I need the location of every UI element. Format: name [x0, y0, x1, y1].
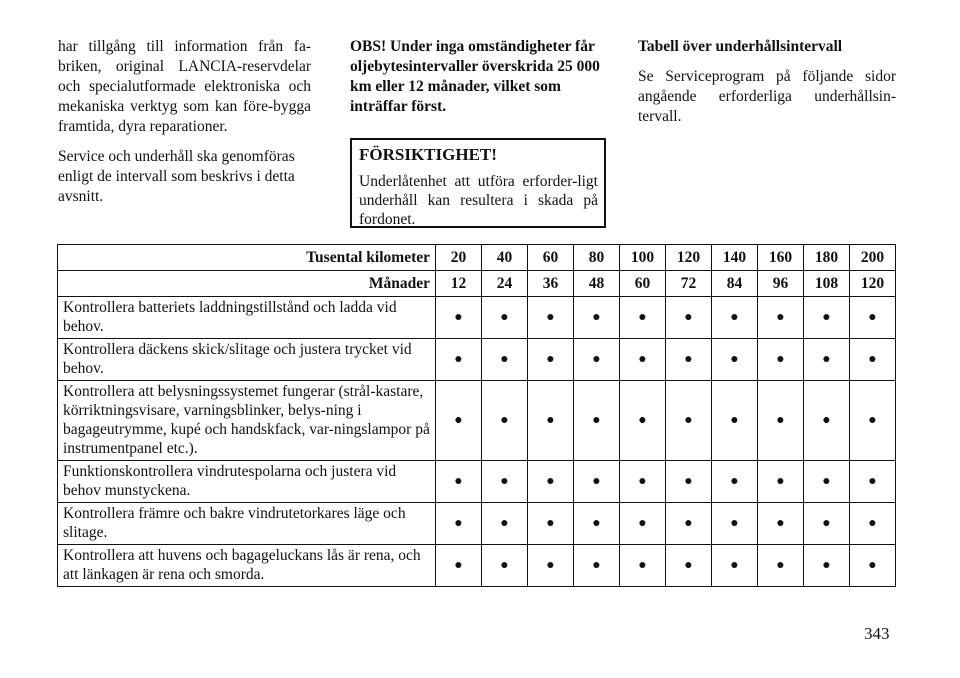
interval-dot: ●: [758, 503, 804, 545]
months-label: Månader: [58, 271, 436, 297]
interval-dot: ●: [850, 381, 896, 461]
interval-dot: ●: [804, 381, 850, 461]
interval-dot: ●: [804, 339, 850, 381]
kilometer-value: 140: [712, 245, 758, 271]
months-value: 120: [850, 271, 896, 297]
interval-dot: ●: [528, 297, 574, 339]
task-description: Kontrollera batteriets laddningstillstånd och ladda vid behov.: [58, 297, 436, 339]
interval-dot: ●: [436, 339, 482, 381]
months-value: 36: [528, 271, 574, 297]
interval-dot: ●: [574, 381, 620, 461]
interval-dot: ●: [666, 545, 712, 587]
interval-dot: ●: [620, 339, 666, 381]
interval-dot: ●: [436, 381, 482, 461]
interval-dot: ●: [574, 339, 620, 381]
interval-dot: ●: [712, 503, 758, 545]
interval-dot: ●: [574, 297, 620, 339]
interval-dot: ●: [850, 503, 896, 545]
kilometer-value: 40: [482, 245, 528, 271]
caution-title: FÖRSIKTIGHET!: [359, 145, 497, 164]
kilometer-value: 100: [620, 245, 666, 271]
interval-dot: ●: [528, 339, 574, 381]
interval-dot: ●: [850, 297, 896, 339]
maintenance-task-row: [58, 545, 896, 587]
maintenance-task-row: [58, 297, 896, 339]
interval-dot: ●: [528, 503, 574, 545]
maintenance-task-row: [58, 503, 896, 545]
interval-dot: ●: [620, 545, 666, 587]
maintenance-task-row: [58, 461, 896, 503]
interval-dot: ●: [482, 461, 528, 503]
interval-dot: ●: [850, 545, 896, 587]
interval-dot: ●: [620, 461, 666, 503]
months-row: [58, 271, 896, 297]
kilometer-value: 160: [758, 245, 804, 271]
kilometer-row: [58, 245, 896, 271]
section-heading: Tabell över underhållsintervall: [638, 38, 843, 55]
interval-dot: ●: [436, 297, 482, 339]
months-value: 60: [620, 271, 666, 297]
schedule-intro-text: Se Serviceprogram på följande sidor angående erforderliga underhållsin-tervall.: [638, 68, 896, 125]
interval-dot: ●: [758, 461, 804, 503]
caution-text: Underlåtenhet att utföra erforder-ligt underhåll kan resultera i skada på fordonet.: [359, 173, 598, 228]
kilometer-value: 80: [574, 245, 620, 271]
interval-dot: ●: [482, 339, 528, 381]
months-value: 12: [436, 271, 482, 297]
interval-dot: ●: [758, 339, 804, 381]
interval-dot: ●: [574, 503, 620, 545]
interval-dot: ●: [482, 297, 528, 339]
interval-dot: ●: [666, 297, 712, 339]
interval-dot: ●: [850, 339, 896, 381]
interval-dot: ●: [712, 297, 758, 339]
notice-column: [350, 37, 606, 127]
maintenance-table: [57, 244, 896, 587]
interval-dot: ●: [574, 461, 620, 503]
interval-dot: ●: [712, 461, 758, 503]
interval-dot: ●: [666, 339, 712, 381]
interval-dot: ●: [804, 503, 850, 545]
months-value: 108: [804, 271, 850, 297]
months-value: 96: [758, 271, 804, 297]
interval-dot: ●: [804, 297, 850, 339]
kilometer-value: 200: [850, 245, 896, 271]
interval-dot: ●: [666, 503, 712, 545]
task-description: Kontrollera däckens skick/slitage och justera trycket vid behov.: [58, 339, 436, 381]
interval-dot: ●: [758, 545, 804, 587]
months-value: 24: [482, 271, 528, 297]
interval-dot: ●: [528, 381, 574, 461]
page-number: 343: [864, 624, 890, 643]
interval-dot: ●: [758, 381, 804, 461]
months-value: 72: [666, 271, 712, 297]
kilometer-label: Tusental kilometer: [58, 245, 436, 271]
interval-dot: ●: [436, 545, 482, 587]
kilometer-value: 20: [436, 245, 482, 271]
maintenance-table-body: [58, 245, 896, 587]
interval-dot: ●: [850, 461, 896, 503]
interval-dot: ●: [436, 461, 482, 503]
interval-dot: ●: [482, 545, 528, 587]
interval-dot: ●: [758, 297, 804, 339]
schedule-intro-column: [638, 37, 896, 137]
interval-dot: ●: [528, 545, 574, 587]
interval-dot: ●: [574, 545, 620, 587]
task-description: Kontrollera främre och bakre vindrutetorkares läge och slitage.: [58, 503, 436, 545]
intro-paragraph: har tillgång till information från fa-briken, original LANCIA-reservdelar och specialutformade elektroniska och mekaniska verktyg som kan före-bygga framtida, dyra reparationer.: [58, 38, 311, 135]
interval-dot: ●: [666, 461, 712, 503]
kilometer-value: 120: [666, 245, 712, 271]
months-value: 84: [712, 271, 758, 297]
task-description: Kontrollera att huvens och bagageluckans lås är rena, och att länkagen är rena och smorda.: [58, 545, 436, 587]
service-paragraph: Service och underhåll ska genomföras enligt de intervall som beskrivs i detta avsnitt.: [58, 148, 295, 205]
interval-dot: ●: [804, 461, 850, 503]
interval-dot: ●: [620, 381, 666, 461]
interval-dot: ●: [620, 297, 666, 339]
intro-column: [58, 37, 311, 217]
interval-dot: ●: [712, 545, 758, 587]
interval-dot: ●: [528, 461, 574, 503]
interval-dot: ●: [712, 339, 758, 381]
months-value: 48: [574, 271, 620, 297]
interval-dot: ●: [804, 545, 850, 587]
task-description: Kontrollera att belysningssystemet fungerar (strål-kastare, körriktningsvisare, varningsblinker, belys-ning i bagageutrymme, kupé och handskfack, var-ningslampor på instrumentpanel etc.).: [58, 381, 436, 461]
interval-dot: ●: [482, 381, 528, 461]
interval-dot: ●: [436, 503, 482, 545]
maintenance-task-row: [58, 381, 896, 461]
interval-dot: ●: [666, 381, 712, 461]
interval-dot: ●: [712, 381, 758, 461]
kilometer-value: 180: [804, 245, 850, 271]
task-description: Funktionskontrollera vindrutespolarna och justera vid behov munstyckena.: [58, 461, 436, 503]
oil-change-notice: OBS! Under inga omständigheter får oljebytesintervaller överskrida 25 000 km eller 12 månader, vilket som inträffar först.: [350, 38, 600, 115]
caution-box: [350, 138, 606, 228]
kilometer-value: 60: [528, 245, 574, 271]
maintenance-task-row: [58, 339, 896, 381]
interval-dot: ●: [620, 503, 666, 545]
interval-dot: ●: [482, 503, 528, 545]
